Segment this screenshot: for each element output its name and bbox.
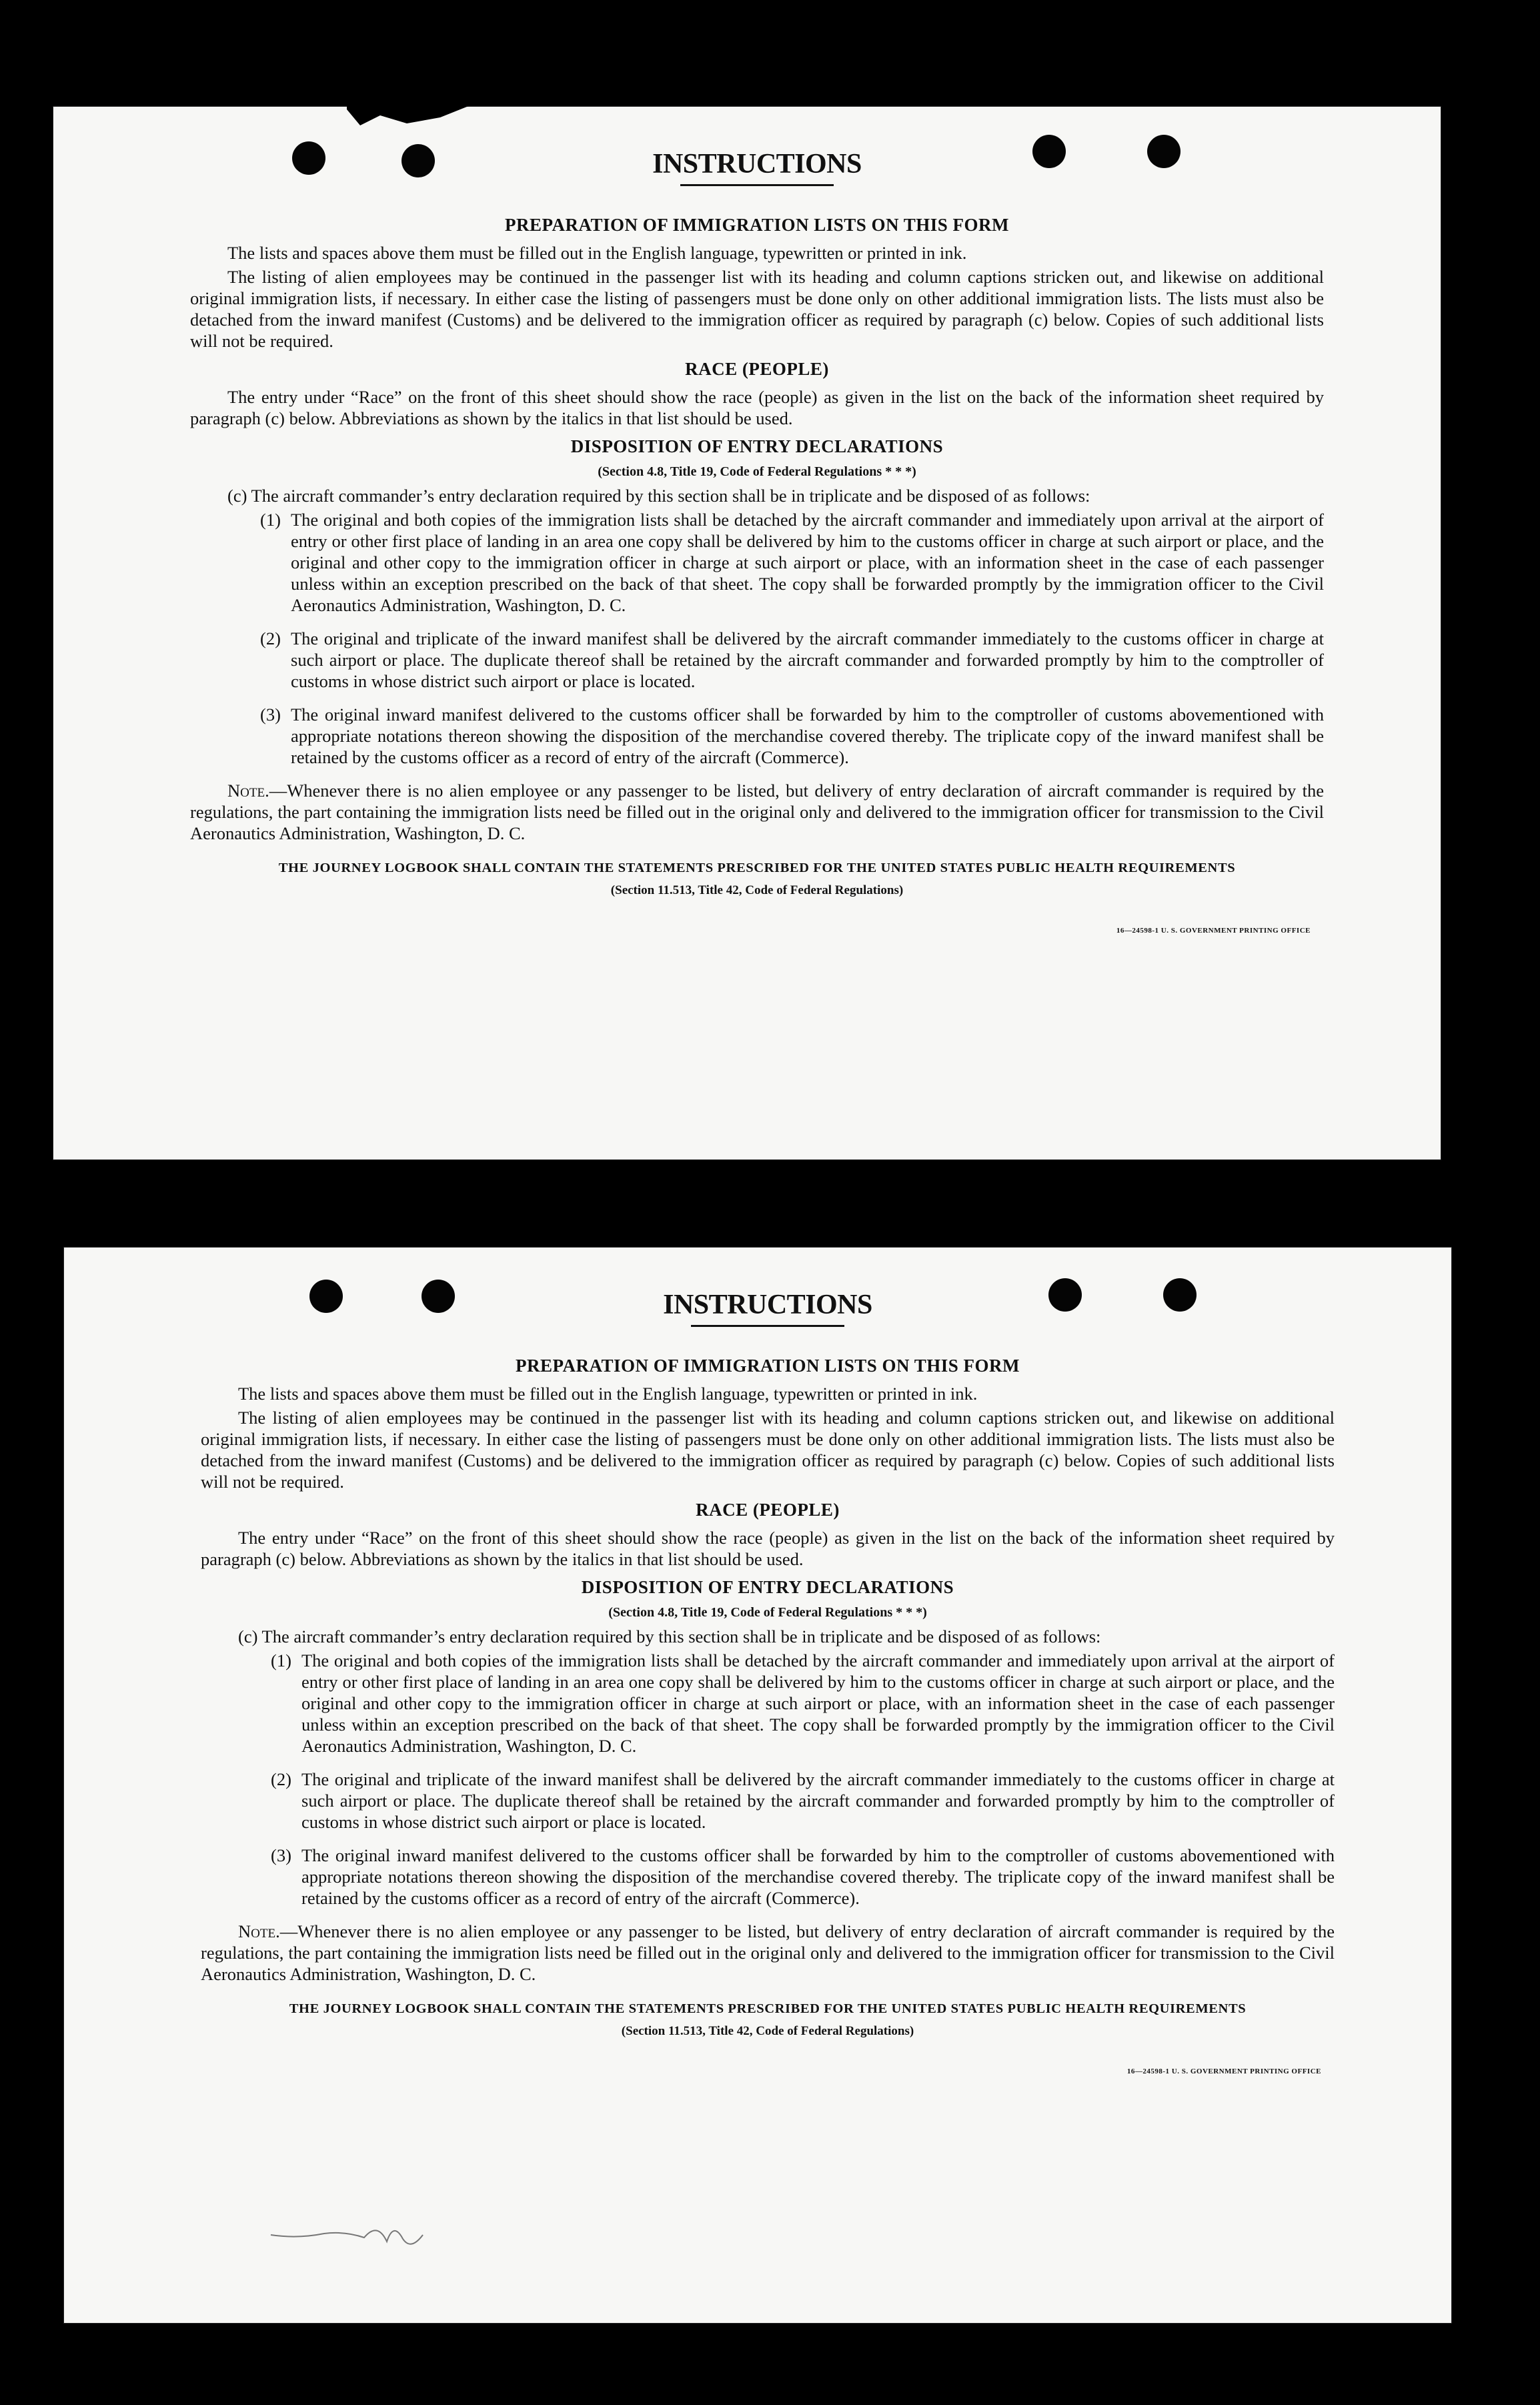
item-number: (2) [271,1769,291,1789]
footer-citation: (Section 11.513, Title 42, Code of Federal Regulations) [621,2024,914,2038]
title-rule [680,184,834,186]
list-item [260,704,1324,768]
footer-requirement: THE JOURNEY LOGBOOK SHALL CONTAIN THE STATEMENTS PRESCRIBED FOR THE UNITED STATES PUBLIC HEALTH REQUIREMENTS [289,2001,1247,2016]
note-label: Note. [227,781,269,801]
item-text: The original inward manifest delivered to the customs officer shall be forwarded by him to the comptroller of customs abovementioned with appropriate notations thereon showing the disposition of the merchandise covered thereby. The triplicate copy of the inward manifest shall be retained by the customs officer as a record of entry of the aircraft (Commerce). [301,1845,1335,1908]
instructions-content [190,149,1324,941]
document-sheet-top [53,107,1441,1159]
paragraph: (c) The aircraft commander’s entry declaration required by this section shall be in triplicate and be disposed of as follows: [238,1626,1101,1646]
paragraph: The listing of alien employees may be continued in the passenger list with its heading and column captions stricken out, and likewise on additional original immigration lists, if necessary. In either case the listing of passengers must be done only on other additional immigration lists. The lists must also be detached from the inward manifest (Customs) and be delivered to the immigration officer as required by paragraph (c) below. Copies of such additional lists will not be required. [201,1408,1335,1492]
note-paragraph [190,780,1324,844]
item-text: The original and both copies of the immigration lists shall be detached by the aircraft commander and immediately upon arrival at the airport of entry or other first place of landing in an area one copy shall be delivered by him to the customs officer in charge at such airport or place, and the original and other copy to the immigration officer in charge at such airport or place, with an information sheet in the case of each passenger unless within an exception prescribed on the back of that sheet. The copy shall be forwarded promptly by the immigration officer to the Civil Aeronautics Administration, Washington, D. C. [301,1650,1335,1756]
paragraph: (c) The aircraft commander’s entry declaration required by this section shall be in triplicate and be disposed of as follows: [227,486,1090,506]
printer-imprint: 16—24598-1 U. S. GOVERNMENT PRINTING OFFICE [1126,2067,1321,2075]
item-number: (3) [260,704,281,725]
note-text: —Whenever there is no alien employee or any passenger to be listed, but delivery of entry declaration of aircraft commander is required by the regulations, the part containing the immigration lists need be filled out in the original only and delivered to the immigration officer for transmission to the Civil Aeronautics Administration, Washington, D. C. [201,1921,1335,1984]
item-text: The original and both copies of the immigration lists shall be detached by the aircraft commander and immediately upon arrival at the airport of entry or other first place of landing in an area one copy shall be delivered by him to the customs officer in charge at such airport or place, and the original and other copy to the immigration officer in charge at such airport or place, with an information sheet in the case of each passenger unless within an exception prescribed on the back of that sheet. The copy shall be forwarded promptly by the immigration officer to the Civil Aeronautics Administration, Washington, D. C. [291,510,1324,615]
paragraph: The entry under “Race” on the front of this sheet should show the race (people) as given in the list on the back of the information sheet required by paragraph (c) below. Abbreviations as shown by the italics in that list should be used. [201,1528,1335,1569]
item-number: (1) [260,510,281,530]
section-heading-preparation: PREPARATION OF IMMIGRATION LISTS ON THIS FORM [504,215,1010,235]
paragraph: The entry under “Race” on the front of this sheet should show the race (people) as given in the list on the back of the information sheet required by paragraph (c) below. Abbreviations as shown by the italics in that list should be used. [190,387,1324,428]
footer-citation: (Section 11.513, Title 42, Code of Federal Regulations) [610,883,904,897]
pencil-scribble [64,1248,1451,2323]
paragraph: The lists and spaces above them must be filled out in the English language, typewritten or printed in ink. [227,243,967,263]
paragraph: The listing of alien employees may be continued in the passenger list with its heading and column captions stricken out, and likewise on additional original immigration lists, if necessary. In either case the listing of passengers must be done only on other additional immigration lists. The lists must also be detached from the inward manifest (Customs) and be delivered to the immigration officer as required by paragraph (c) below. Copies of such additional lists will not be required. [190,267,1324,351]
note-label: Note. [238,1921,280,1941]
item-number: (2) [260,628,281,648]
page-title: INSTRUCTIONS [652,149,862,179]
list-item [260,628,1324,692]
printer-imprint: 16—24598-1 U. S. GOVERNMENT PRINTING OFFICE [1116,927,1311,935]
item-number: (1) [271,1650,291,1670]
torn-corner [347,101,480,141]
section-heading-race: RACE (PEOPLE) [685,359,829,379]
section-heading-disposition: DISPOSITION OF ENTRY DECLARATIONS [581,1577,954,1597]
item-text: The original and triplicate of the inward manifest shall be delivered by the aircraft commander immediately to the customs officer in charge at such airport or place. The duplicate thereof shall be retained by the aircraft commander and forwarded promptly by him to the comptroller of customs in whose district such airport or place is located. [301,1769,1335,1832]
section-heading-disposition: DISPOSITION OF ENTRY DECLARATIONS [570,436,944,456]
item-number: (3) [271,1845,291,1865]
section-citation: (Section 4.8, Title 19, Code of Federal Regulations * * *) [598,464,916,479]
section-heading-preparation: PREPARATION OF IMMIGRATION LISTS ON THIS FORM [515,1356,1020,1376]
list-item [260,509,1324,616]
page-title: INSTRUCTIONS [663,1290,872,1320]
item-text: The original inward manifest delivered to the customs officer shall be forwarded by him to the comptroller of customs abovementioned with appropriate notations thereon showing the disposition of the merchandise covered thereby. The triplicate copy of the inward manifest shall be retained by the customs officer as a record of entry of the aircraft (Commerce). [291,704,1324,767]
footer-requirement: THE JOURNEY LOGBOOK SHALL CONTAIN THE STATEMENTS PRESCRIBED FOR THE UNITED STATES PUBLIC HEALTH REQUIREMENTS [278,861,1236,875]
note-text: —Whenever there is no alien employee or any passenger to be listed, but delivery of entry declaration of aircraft commander is required by the regulations, the part containing the immigration lists need be filled out in the original only and delivered to the immigration officer for transmission to the Civil Aeronautics Administration, Washington, D. C. [190,781,1324,843]
paragraph: The lists and spaces above them must be filled out in the English language, typewritten or printed in ink. [238,1384,978,1404]
section-citation: (Section 4.8, Title 19, Code of Federal Regulations * * *) [608,1605,927,1620]
document-sheet-bottom [64,1248,1451,2323]
section-heading-race: RACE (PEOPLE) [696,1500,840,1520]
item-text: The original and triplicate of the inward manifest shall be delivered by the aircraft commander immediately to the customs officer in charge at such airport or place. The duplicate thereof shall be retained by the aircraft commander and forwarded promptly by him to the comptroller of customs in whose district such airport or place is located. [291,628,1324,691]
